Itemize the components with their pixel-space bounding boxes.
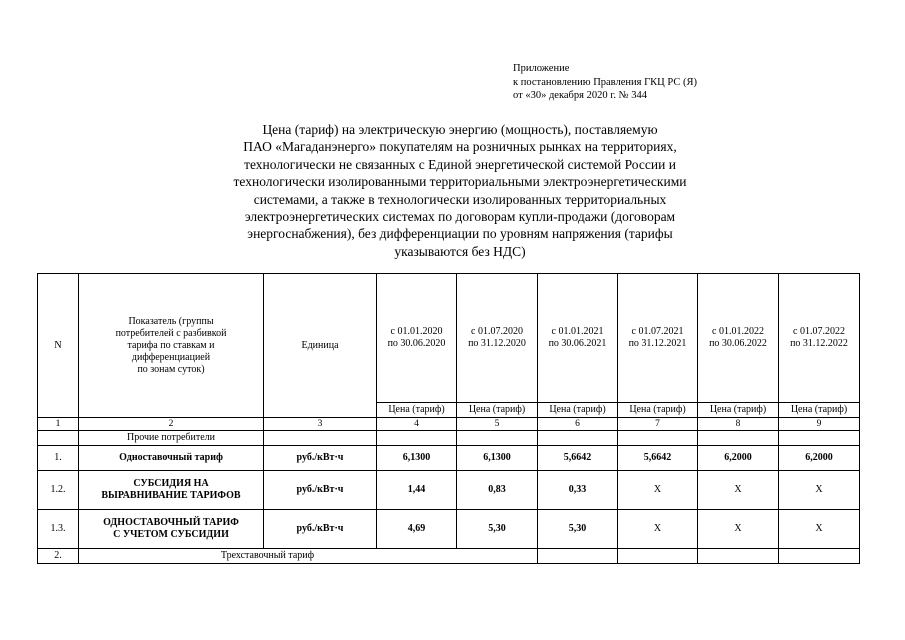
column-number: 1 (38, 418, 79, 431)
row-value: 0,83 (457, 471, 538, 510)
table-row (38, 549, 860, 564)
empty-cell (538, 431, 618, 446)
row-name: Трехставочный тариф (79, 549, 457, 564)
column-number: 2 (79, 418, 264, 431)
header-period (457, 274, 538, 403)
row-name-line: СУБСИДИЯ НА (133, 478, 209, 489)
title-line: ПАО «Магаданэнерго» покупателям на розничных рынках на территориях, (243, 139, 677, 155)
row-name: Одноставочный тариф (79, 446, 264, 471)
row-value: 6,1300 (457, 446, 538, 471)
row-value: X (618, 471, 698, 510)
header-row (38, 274, 860, 403)
title-line: электроэнергетических системах по договорам купли-продажи (договорам (244, 209, 676, 225)
header-period (698, 274, 779, 403)
header-period (377, 274, 457, 403)
row-number: 2. (38, 549, 79, 564)
empty-cell (698, 549, 779, 564)
period-to: по 31.12.2020 (468, 338, 526, 349)
header-n: N (38, 274, 79, 418)
empty-cell (538, 549, 618, 564)
period-from: с 01.07.2021 (631, 326, 684, 337)
price-label: Цена (тариф) (457, 403, 538, 418)
row-value: 1,44 (377, 471, 457, 510)
row-number: 1.3. (38, 510, 79, 549)
period-to: по 30.06.2020 (387, 338, 446, 349)
row-value: X (779, 510, 860, 549)
header-period (618, 274, 698, 403)
price-label: Цена (тариф) (698, 403, 779, 418)
column-number: 4 (377, 418, 457, 431)
column-number-row (38, 418, 860, 431)
period-from: с 01.07.2022 (793, 326, 845, 337)
appendix-line: от «30» декабря 2020 г. № 344 (513, 90, 647, 101)
row-value: 5,6642 (538, 446, 618, 471)
title-line: Цена (тариф) на электрическую энергию (мощность), поставляемую (262, 122, 658, 137)
period-to: по 30.06.2022 (709, 338, 767, 349)
period-to: по 31.12.2021 (628, 338, 687, 349)
row-name (79, 510, 264, 549)
period-from: с 01.01.2020 (390, 326, 443, 337)
table-row (38, 510, 860, 549)
column-number: 7 (618, 418, 698, 431)
row-number: 1. (38, 446, 79, 471)
period-from: с 01.01.2022 (712, 326, 764, 337)
row-unit: руб./кВт·ч (264, 510, 377, 549)
header-period (779, 274, 860, 403)
table-row (38, 446, 860, 471)
appendix-line: к постановлению Правления ГКЦ РС (Я) (513, 76, 697, 88)
row-value: 6,1300 (377, 446, 457, 471)
title-line: технологически не связанных с Единой энергетической системой России и (244, 156, 676, 172)
header-indicator-line: тарифа по ставкам и (127, 339, 215, 351)
row-value: 6,2000 (698, 446, 779, 471)
row-value: X (618, 510, 698, 549)
document-title (150, 121, 770, 260)
empty-cell (779, 549, 860, 564)
empty-cell (38, 431, 79, 446)
row-value: 6,2000 (779, 446, 860, 471)
price-label: Цена (тариф) (779, 403, 860, 418)
header-period (538, 274, 618, 403)
row-number: 1.2. (38, 471, 79, 510)
row-value: 4,69 (377, 510, 457, 549)
row-name (79, 471, 264, 510)
header-indicator-line: дифференциацией (131, 351, 211, 363)
table-row (38, 471, 860, 510)
section-label: Прочие потребители (79, 431, 264, 446)
row-name-line: ОДНОСТАВОЧНЫЙ ТАРИФ (103, 517, 239, 528)
empty-cell (377, 431, 457, 446)
column-number: 3 (264, 418, 377, 431)
row-value: X (698, 510, 779, 549)
title-line: технологически изолированными территориальными электроэнергетическими (233, 174, 687, 190)
period-to: по 30.06.2021 (548, 338, 607, 349)
header-unit: Единица (264, 274, 377, 418)
row-value: X (698, 471, 779, 510)
column-number: 9 (779, 418, 860, 431)
row-value: 0,33 (538, 471, 618, 510)
empty-cell (264, 431, 377, 446)
title-line: системами, а также в технологически изолированных территориальных (253, 191, 667, 207)
row-unit: руб./кВт·ч (264, 471, 377, 510)
row-value: 5,30 (538, 510, 618, 549)
empty-cell (779, 431, 860, 446)
price-label: Цена (тариф) (618, 403, 698, 418)
price-label: Цена (тариф) (377, 403, 457, 418)
row-name-line: С УЧЕТОМ СУБСИДИИ (113, 529, 229, 540)
price-label: Цена (тариф) (538, 403, 618, 418)
column-number: 5 (457, 418, 538, 431)
appendix-block (513, 62, 697, 103)
header-indicator (79, 274, 264, 418)
tariff-table (37, 273, 860, 564)
row-name-line: ВЫРАВНИВАНИЕ ТАРИФОВ (101, 490, 241, 501)
row-unit: руб./кВт·ч (264, 446, 377, 471)
period-from: с 01.01.2021 (551, 326, 604, 337)
empty-cell (457, 549, 538, 564)
empty-cell (618, 549, 698, 564)
title-line: энергоснабжения), без дифференциации по уровням напряжения (тарифы (247, 226, 673, 242)
empty-cell (457, 431, 538, 446)
column-number: 8 (698, 418, 779, 431)
empty-cell (618, 431, 698, 446)
row-value: 5,30 (457, 510, 538, 549)
title-line: указываются без НДС) (394, 243, 526, 259)
column-number: 6 (538, 418, 618, 431)
empty-cell (698, 431, 779, 446)
header-indicator-line: потребителей с разбивкой (115, 327, 227, 339)
appendix-line: Приложение (513, 63, 570, 74)
row-value: X (779, 471, 860, 510)
section-row (38, 431, 860, 446)
header-indicator-line: по зонам суток) (137, 363, 205, 375)
period-to: по 31.12.2022 (790, 338, 848, 349)
row-value: 5,6642 (618, 446, 698, 471)
header-indicator-line: Показатель (группы (128, 315, 214, 327)
period-from: с 01.07.2020 (471, 326, 523, 337)
